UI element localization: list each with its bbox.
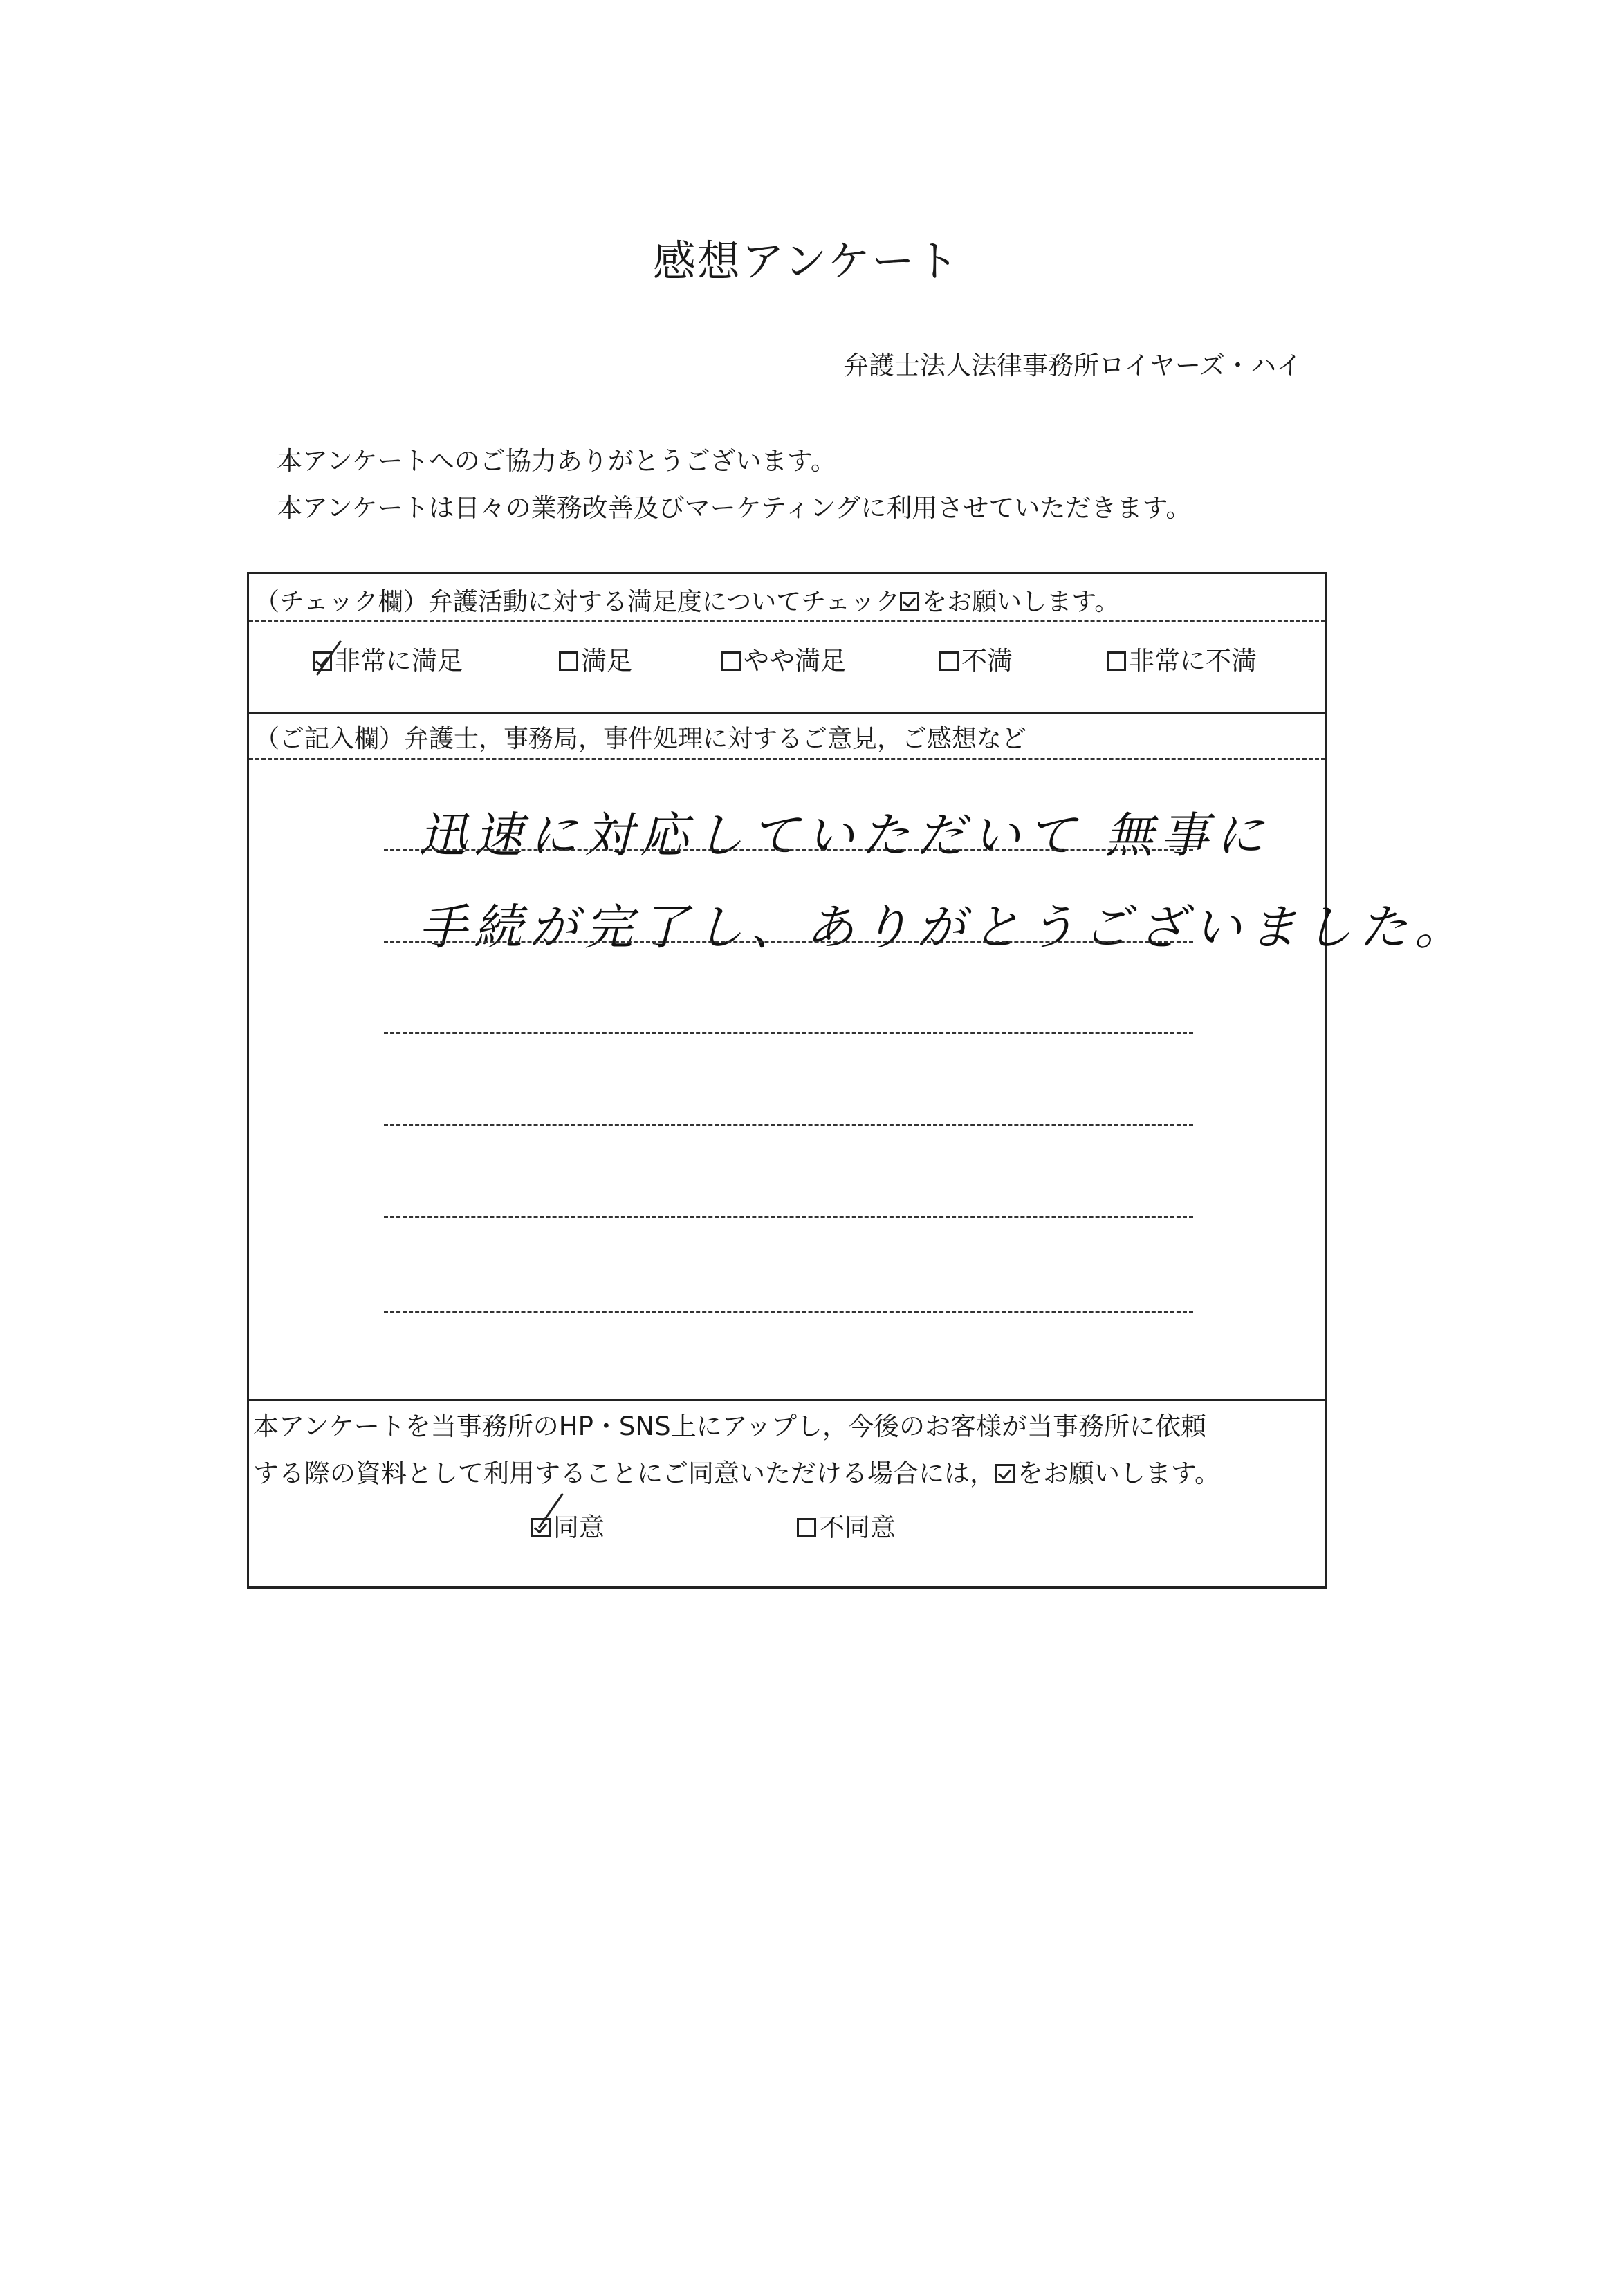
divider: [249, 758, 1325, 760]
option-very-dissatisfied[interactable]: 非常に不満: [1107, 640, 1257, 677]
checkbox-sample-icon: [995, 1464, 1015, 1483]
handwritten-comment-line-1: 迅速に対応していただいて 無事に: [418, 807, 1271, 864]
section-divider: [249, 712, 1325, 714]
divider: [249, 620, 1325, 622]
option-disagree[interactable]: 不同意: [797, 1506, 896, 1544]
comments-label: （ご記入欄）弁護士，事務局，事件処理に対するご意見，ご感想など: [255, 725, 1027, 753]
consent-text-line-1: 本アンケートを当事務所のHP・SNS上にアップし，今後のお客様が当事務所に依頼: [253, 1411, 1206, 1441]
option-agree[interactable]: 同意: [531, 1506, 605, 1544]
writing-line: [384, 1311, 1193, 1313]
consent-text-line-2: する際の資料として利用することにご同意いただける場合には， をお願いします。: [253, 1459, 1221, 1488]
checkbox-icon[interactable]: [797, 1518, 816, 1537]
writing-line: [384, 1216, 1193, 1218]
checkbox-icon[interactable]: [721, 651, 741, 671]
checkbox-sample-icon: [900, 592, 919, 611]
checkbox-icon[interactable]: [939, 651, 959, 671]
satisfaction-options: [249, 640, 1325, 688]
survey-form: [247, 572, 1470, 1589]
option-dissatisfied[interactable]: 不満: [939, 640, 1013, 677]
writing-line: [384, 1124, 1193, 1126]
checkbox-icon[interactable]: [559, 651, 578, 671]
writing-line: [384, 849, 1193, 851]
checkbox-checked-icon[interactable]: [531, 1518, 551, 1537]
checkbox-icon[interactable]: [1107, 651, 1126, 671]
option-satisfied[interactable]: 満足: [559, 640, 632, 677]
satisfaction-label: （チェック欄）弁護活動に対する満足度についてチェック をお願いします。: [255, 588, 1120, 616]
intro-line-1: 本アンケートへのご協力ありがとうございます。: [277, 446, 836, 476]
writing-line: [384, 1032, 1193, 1034]
firm-name: 弁護士法人法律事務所ロイヤーズ・ハイ: [842, 351, 1302, 380]
handwritten-comment-line-2: 手続が完了し、ありがとうございました。: [418, 899, 1470, 956]
writing-line: [384, 941, 1193, 943]
option-somewhat-satisfied[interactable]: やや満足: [721, 640, 846, 677]
section-divider: [249, 1399, 1325, 1401]
survey-title: 感想アンケート: [652, 236, 961, 286]
option-very-satisfied[interactable]: 非常に満足: [313, 640, 463, 677]
intro-line-2: 本アンケートは日々の業務改善及びマーケティングに利用させていただきます。: [277, 493, 1192, 523]
